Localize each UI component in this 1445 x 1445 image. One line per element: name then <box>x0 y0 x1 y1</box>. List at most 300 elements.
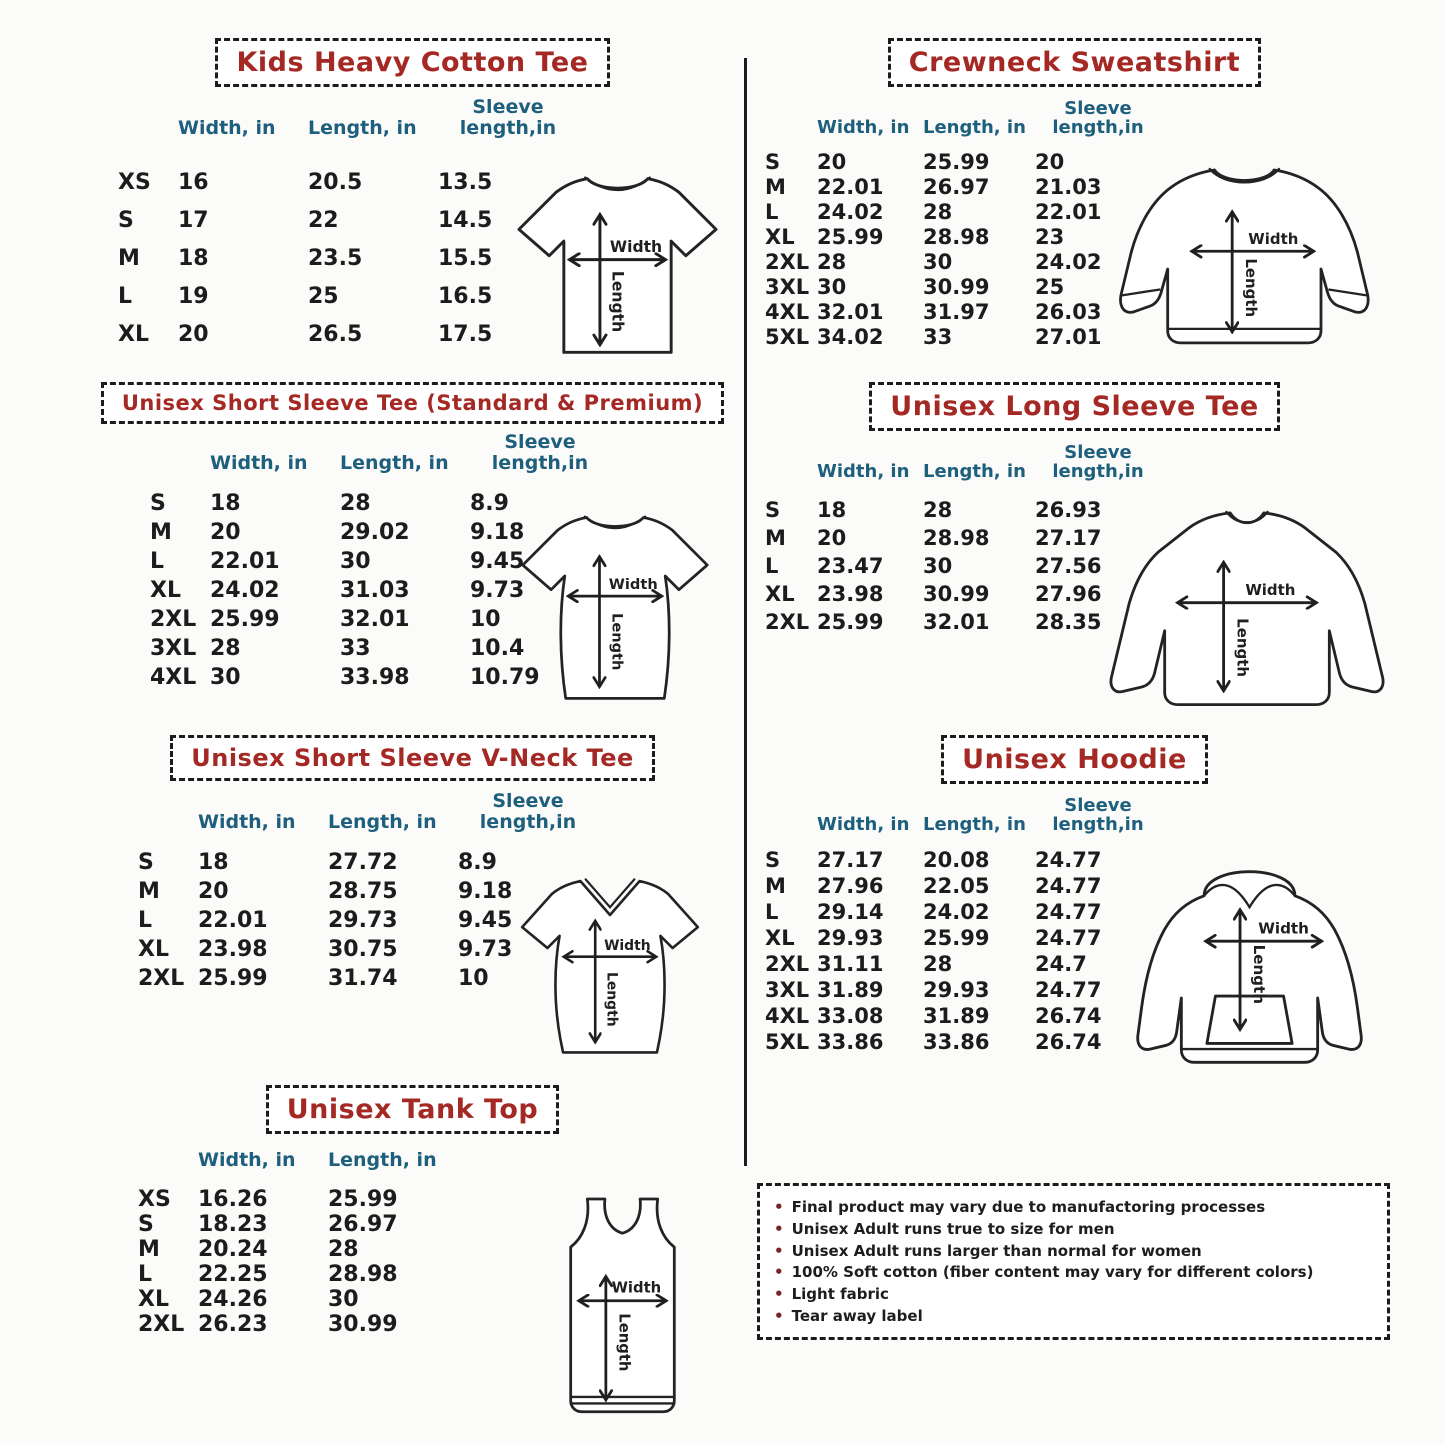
cell-value: 20 <box>210 520 241 546</box>
table-row <box>765 325 1392 350</box>
cell-value: 18 <box>210 491 241 517</box>
cell-value: 31.03 <box>340 578 410 604</box>
table-row <box>765 1029 1392 1055</box>
cell-value: 30 <box>340 549 371 575</box>
table-row <box>150 634 735 663</box>
cell-value: 29.93 <box>923 977 990 1002</box>
width-label: Width <box>1245 581 1296 600</box>
section-title: Unisex Tank Top <box>286 1094 539 1125</box>
row-size-label: XL <box>138 937 169 963</box>
table-row <box>118 277 735 315</box>
table-row <box>765 150 1392 175</box>
cell-value: 22.01 <box>210 549 280 575</box>
cell-value: 26.5 <box>308 321 363 347</box>
table-row <box>765 951 1392 977</box>
size-table <box>150 432 735 692</box>
row-size-label: S <box>765 847 781 872</box>
size-table <box>765 443 1392 636</box>
note-text: Final product may vary due to manufactoring processes <box>791 1198 1266 1216</box>
width-label: Width <box>1258 919 1309 938</box>
table-row <box>138 1237 735 1262</box>
cell-value: 31.89 <box>817 977 884 1002</box>
cell-value: 30.99 <box>328 1311 398 1337</box>
cell-value: 26.74 <box>1035 1029 1102 1054</box>
cell-value: 10.4 <box>470 636 525 662</box>
cell-value: 30 <box>328 1286 359 1312</box>
cell-value: 31.11 <box>817 951 884 976</box>
table-row <box>150 489 735 518</box>
row-size-label: 4XL <box>765 300 810 325</box>
cell-value: 24.77 <box>1035 925 1102 950</box>
width-label: Width <box>609 237 663 256</box>
row-size-label: M <box>765 873 786 898</box>
section-unisex-hoodie <box>757 735 1392 1055</box>
size-table <box>765 99 1392 350</box>
row-size-label: L <box>118 283 133 309</box>
product-notes-box <box>757 1183 1390 1340</box>
row-size-label: 4XL <box>765 1003 810 1028</box>
cell-value: 26.03 <box>1035 300 1102 325</box>
cell-value: 20 <box>198 879 229 905</box>
cell-value: 23.5 <box>308 245 363 271</box>
column-header: Width, in <box>817 814 910 836</box>
cell-value: 28 <box>817 250 847 275</box>
length-label: Length <box>615 1313 633 1372</box>
cell-value: 9.45 <box>470 549 525 575</box>
note-text: Unisex Adult runs true to size for men <box>791 1219 1115 1238</box>
cell-value: 10 <box>458 966 489 992</box>
cell-value: 30.99 <box>923 581 990 606</box>
length-label: Length <box>608 270 627 333</box>
column-header: Width, in <box>178 116 276 139</box>
cell-value: 24.77 <box>1035 873 1102 898</box>
size-table <box>138 791 735 993</box>
cell-value: 31.89 <box>923 1003 990 1028</box>
row-size-label: S <box>150 491 166 517</box>
section-unisex-tank-top <box>90 1085 735 1372</box>
cell-value: 30 <box>923 553 953 578</box>
table-row <box>765 552 1392 580</box>
column-header: Sleeve length,in <box>1052 795 1144 836</box>
row-size-label: M <box>765 525 786 550</box>
column-header: Length, in <box>923 814 1026 836</box>
cell-value: 18 <box>817 497 847 522</box>
cell-value: 29.14 <box>817 899 884 924</box>
size-table <box>138 1150 735 1337</box>
cell-value: 30.75 <box>328 937 398 963</box>
row-size-label: XL <box>765 925 795 950</box>
cell-value: 9.73 <box>470 578 525 604</box>
cell-value: 29.02 <box>340 520 410 546</box>
row-size-label: 5XL <box>765 1029 810 1054</box>
table-row <box>138 1312 735 1337</box>
cell-value: 33.86 <box>923 1029 990 1054</box>
row-size-label: 3XL <box>765 275 810 300</box>
row-size-label: XL <box>150 578 181 604</box>
table-row <box>138 877 735 906</box>
table-row <box>138 1262 735 1287</box>
row-size-label: M <box>118 245 140 271</box>
table-row <box>150 576 735 605</box>
table-row <box>765 524 1392 552</box>
cell-value: 28.98 <box>923 225 990 250</box>
cell-value: 27.96 <box>1035 581 1102 606</box>
cell-value: 28 <box>340 491 371 517</box>
row-size-label: S <box>765 497 781 522</box>
table-row <box>765 300 1392 325</box>
bullet-icon: • <box>774 1285 784 1303</box>
row-size-label: S <box>138 850 154 876</box>
table-row <box>150 518 735 547</box>
cell-value: 26.97 <box>923 175 990 200</box>
bullet-icon: • <box>774 1241 784 1260</box>
cell-value: 27.17 <box>1035 525 1102 550</box>
cell-value: 13.5 <box>438 169 493 195</box>
cell-value: 27.72 <box>328 850 398 876</box>
cell-value: 15.5 <box>438 245 493 271</box>
cell-value: 22.01 <box>817 175 884 200</box>
row-size-label: L <box>138 1261 153 1287</box>
section-title: Unisex Short Sleeve Tee (Standard & Premium) <box>121 391 704 415</box>
column-header: Width, in <box>198 1149 296 1171</box>
cell-value: 27.17 <box>817 847 884 872</box>
table-header-row <box>765 443 1392 482</box>
column-header: Sleeve length,in <box>1052 442 1144 483</box>
row-size-label: XS <box>118 169 151 195</box>
table-row <box>150 547 735 576</box>
cell-value: 26.93 <box>1035 497 1102 522</box>
table-row <box>765 175 1392 200</box>
cell-value: 10.79 <box>470 665 540 691</box>
note-item <box>774 1241 1375 1263</box>
column-header: Length, in <box>923 117 1026 139</box>
row-size-label: 2XL <box>138 966 185 992</box>
table-row <box>118 201 735 239</box>
row-size-label: 4XL <box>150 665 197 691</box>
note-item <box>774 1197 1375 1219</box>
note-text: 100% Soft cotton (fiber content may vary for different colors) <box>791 1263 1314 1282</box>
column-header: Sleeve length,in <box>1052 98 1144 139</box>
table-header-row <box>765 99 1392 138</box>
cell-value: 20.24 <box>198 1236 268 1262</box>
row-size-label: L <box>765 899 779 924</box>
cell-value: 28 <box>923 497 953 522</box>
row-size-label: M <box>150 520 172 546</box>
cell-value: 24.77 <box>1035 899 1102 924</box>
table-row <box>138 964 735 993</box>
cell-value: 20.5 <box>308 169 363 195</box>
row-size-label: S <box>138 1211 154 1237</box>
width-label: Width <box>611 1279 662 1297</box>
note-text: Unisex Adult runs larger than normal for women <box>791 1241 1202 1260</box>
cell-value: 30 <box>923 250 953 275</box>
row-size-label: L <box>150 549 165 575</box>
table-row <box>765 250 1392 275</box>
width-label: Width <box>604 937 651 954</box>
section-title: Kids Heavy Cotton Tee <box>236 47 589 78</box>
cell-value: 25.99 <box>817 609 884 634</box>
cell-value: 28.35 <box>1035 609 1102 634</box>
cell-value: 25.99 <box>923 925 990 950</box>
section-unisex-vneck-tee <box>90 735 735 1027</box>
cell-value: 29.93 <box>817 925 884 950</box>
row-size-label: XL <box>765 581 795 606</box>
cell-value: 16.26 <box>198 1186 268 1212</box>
size-table <box>765 796 1392 1055</box>
cell-value: 32.01 <box>817 300 884 325</box>
row-size-label: 2XL <box>138 1311 185 1337</box>
section-title-box <box>266 1085 560 1134</box>
cell-value: 27.01 <box>1035 325 1102 350</box>
cell-value: 24.7 <box>1035 951 1087 976</box>
row-size-label: S <box>118 207 134 233</box>
cell-value: 32.01 <box>340 607 410 633</box>
table-row <box>150 605 735 634</box>
cell-value: 33.98 <box>340 665 410 691</box>
column-header: Width, in <box>210 451 308 474</box>
length-label: Length <box>1233 618 1252 677</box>
cell-value: 23.98 <box>817 581 884 606</box>
cell-value: 23.98 <box>198 937 268 963</box>
note-item <box>774 1306 1375 1328</box>
cell-value: 20 <box>817 150 847 175</box>
cell-value: 24.26 <box>198 1286 268 1312</box>
row-size-label: 2XL <box>150 607 197 633</box>
length-label: Length <box>603 971 620 1027</box>
bullet-icon: • <box>774 1198 784 1216</box>
cell-value: 16 <box>178 169 209 195</box>
table-header-row <box>138 791 735 832</box>
row-size-label: 2XL <box>765 250 810 275</box>
cell-value: 8.9 <box>470 491 509 517</box>
table-row <box>765 496 1392 524</box>
section-unisex-long-sleeve-tee <box>757 382 1392 677</box>
row-size-label: XS <box>138 1186 171 1212</box>
cell-value: 22.05 <box>923 873 990 898</box>
section-title-box <box>101 382 724 424</box>
column-header: Sleeve length,in <box>479 790 577 833</box>
row-size-label: XL <box>118 321 149 347</box>
table-row <box>765 925 1392 951</box>
table-row <box>765 847 1392 873</box>
cell-value: 30 <box>817 275 847 300</box>
section-title: Unisex Hoodie <box>962 744 1187 775</box>
column-header: Width, in <box>817 117 910 139</box>
cell-value: 25.99 <box>817 225 884 250</box>
cell-value: 18 <box>178 245 209 271</box>
cell-value: 33.86 <box>817 1029 884 1054</box>
table-row <box>765 200 1392 225</box>
bullet-icon: • <box>774 1263 784 1282</box>
bullet-icon: • <box>774 1219 784 1238</box>
row-size-label: M <box>138 879 160 905</box>
table-header-row <box>138 1150 735 1171</box>
cell-value: 28 <box>923 200 953 225</box>
column-header: Width, in <box>198 810 296 833</box>
cell-value: 22.01 <box>198 908 268 934</box>
cell-value: 14.5 <box>438 207 493 233</box>
cell-value: 30 <box>210 665 241 691</box>
column-header: Length, in <box>328 810 437 833</box>
cell-value: 24.77 <box>1035 847 1102 872</box>
cell-value: 10 <box>470 607 501 633</box>
cell-value: 28 <box>923 951 953 976</box>
table-row <box>118 239 735 277</box>
table-row <box>765 977 1392 1003</box>
cell-value: 25 <box>1035 275 1065 300</box>
section-crewneck-sweatshirt <box>757 38 1392 350</box>
cell-value: 32.01 <box>923 609 990 634</box>
row-size-label: S <box>765 150 781 175</box>
cell-value: 27.96 <box>817 873 884 898</box>
row-size-label: M <box>138 1236 160 1262</box>
cell-value: 23 <box>1035 225 1065 250</box>
cell-value: 18.23 <box>198 1211 268 1237</box>
cell-value: 26.23 <box>198 1311 268 1337</box>
cell-value: 24.77 <box>1035 977 1102 1002</box>
section-unisex-short-sleeve-tee <box>90 382 735 692</box>
table-row <box>765 225 1392 250</box>
cell-value: 25.99 <box>198 966 268 992</box>
bullet-icon: • <box>774 1306 784 1325</box>
table-row <box>150 663 735 692</box>
column-header: Length, in <box>923 461 1026 483</box>
cell-value: 8.9 <box>458 850 497 876</box>
cell-value: 9.73 <box>458 937 513 963</box>
section-title-box <box>941 735 1208 784</box>
table-header-row <box>118 97 735 138</box>
cell-value: 33.08 <box>817 1003 884 1028</box>
cell-value: 17 <box>178 207 209 233</box>
row-size-label: XL <box>765 225 795 250</box>
column-header: Width, in <box>817 461 910 483</box>
column-header: Length, in <box>328 1149 437 1171</box>
table-row <box>765 1003 1392 1029</box>
table-header-row <box>150 432 735 473</box>
cell-value: 9.18 <box>458 879 513 905</box>
cell-value: 20 <box>1035 150 1065 175</box>
row-size-label: 3XL <box>765 977 810 1002</box>
cell-value: 31.74 <box>328 966 398 992</box>
cell-value: 25.99 <box>923 150 990 175</box>
table-header-row <box>765 796 1392 835</box>
cell-value: 28.98 <box>328 1261 398 1287</box>
note-item <box>774 1262 1375 1284</box>
row-size-label: 2XL <box>765 951 810 976</box>
row-size-label: L <box>138 908 153 934</box>
cell-value: 28 <box>328 1236 359 1262</box>
table-row <box>118 163 735 201</box>
width-label: Width <box>608 575 658 593</box>
cell-value: 30.99 <box>923 275 990 300</box>
section-title: Crewneck Sweatshirt <box>908 47 1241 78</box>
cell-value: 25.99 <box>328 1186 398 1212</box>
note-text: Tear away label <box>791 1306 923 1325</box>
length-label: Length <box>1242 258 1261 318</box>
cell-value: 24.02 <box>1035 250 1102 275</box>
note-item <box>774 1219 1375 1241</box>
section-title: Unisex Short Sleeve V-Neck Tee <box>191 744 634 772</box>
note-item <box>774 1284 1375 1306</box>
cell-value: 27.56 <box>1035 553 1102 578</box>
cell-value: 21.03 <box>1035 175 1102 200</box>
cell-value: 33 <box>340 636 371 662</box>
row-size-label: L <box>765 200 779 225</box>
table-row <box>765 899 1392 925</box>
table-row <box>138 1212 735 1237</box>
table-row <box>765 608 1392 636</box>
table-row <box>138 1187 735 1212</box>
cell-value: 22 <box>308 207 339 233</box>
table-row <box>138 906 735 935</box>
table-row <box>765 275 1392 300</box>
column-header: Sleeve length,in <box>459 96 557 139</box>
table-row <box>765 580 1392 608</box>
cell-value: 24.02 <box>817 200 884 225</box>
cell-value: 18 <box>198 850 229 876</box>
cell-value: 26.74 <box>1035 1003 1102 1028</box>
section-kids-heavy-cotton-tee <box>90 38 735 353</box>
cell-value: 9.18 <box>470 520 525 546</box>
cell-value: 25.99 <box>210 607 280 633</box>
cell-value: 31.97 <box>923 300 990 325</box>
table-row <box>138 848 735 877</box>
cell-value: 19 <box>178 283 209 309</box>
cell-value: 16.5 <box>438 283 493 309</box>
section-title-box <box>215 38 609 87</box>
row-size-label: XL <box>138 1286 169 1312</box>
size-table <box>118 97 735 353</box>
cell-value: 20.08 <box>923 847 990 872</box>
column-divider <box>744 58 747 1166</box>
length-label: Length <box>608 613 626 671</box>
column-header: Length, in <box>308 116 417 139</box>
cell-value: 22.25 <box>198 1261 268 1287</box>
cell-value: 26.97 <box>328 1211 398 1237</box>
cell-value: 22.01 <box>1035 200 1102 225</box>
cell-value: 9.45 <box>458 908 513 934</box>
row-size-label: 2XL <box>765 609 810 634</box>
cell-value: 25 <box>308 283 339 309</box>
table-row <box>118 315 735 353</box>
row-size-label: L <box>765 553 779 578</box>
section-title-box <box>170 735 655 781</box>
cell-value: 28 <box>210 636 241 662</box>
cell-value: 23.47 <box>817 553 884 578</box>
section-title-box <box>869 382 1279 431</box>
cell-value: 29.73 <box>328 908 398 934</box>
column-header: Length, in <box>340 451 449 474</box>
section-title-box <box>888 38 1261 87</box>
width-label: Width <box>1248 229 1299 248</box>
cell-value: 24.02 <box>210 578 280 604</box>
cell-value: 17.5 <box>438 321 493 347</box>
table-row <box>138 935 735 964</box>
cell-value: 24.02 <box>923 899 990 924</box>
cell-value: 20 <box>817 525 847 550</box>
row-size-label: M <box>765 175 786 200</box>
table-row <box>765 873 1392 899</box>
section-title: Unisex Long Sleeve Tee <box>890 391 1259 422</box>
cell-value: 28.75 <box>328 879 398 905</box>
row-size-label: 5XL <box>765 325 810 350</box>
cell-value: 20 <box>178 321 209 347</box>
table-row <box>138 1287 735 1312</box>
length-label: Length <box>1250 944 1269 1005</box>
cell-value: 33 <box>923 325 953 350</box>
note-text: Light fabric <box>791 1285 889 1303</box>
cell-value: 28.98 <box>923 525 990 550</box>
